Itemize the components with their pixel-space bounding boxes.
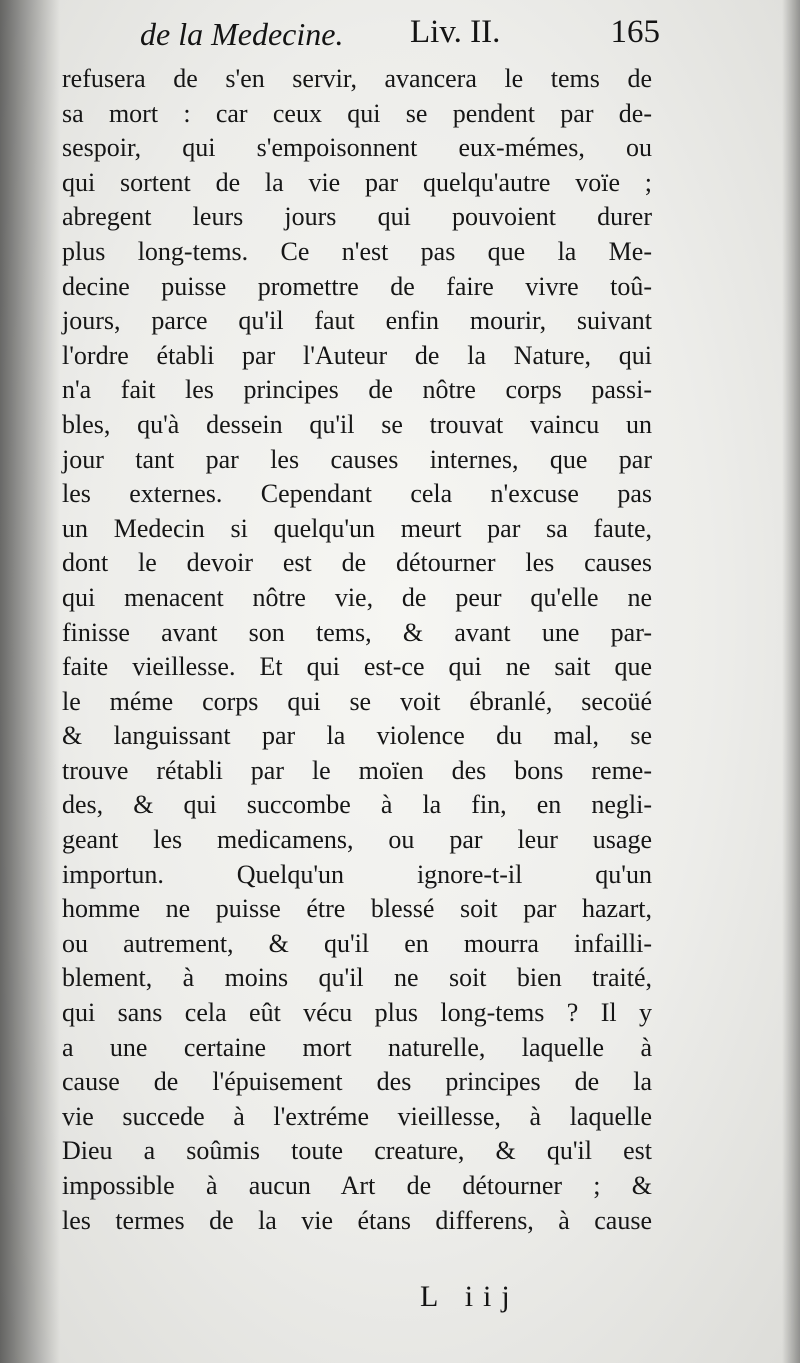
text-line: jours, parce qu'il faut enfin mourir, suivant bbox=[62, 306, 652, 336]
page-edge-shadow bbox=[782, 0, 800, 1363]
text-line: & languissant par la violence du mal, se bbox=[62, 721, 652, 751]
text-line: jour tant par les causes internes, que par bbox=[62, 444, 652, 474]
text-line: trouve rétabli par le moïen des bons reme- bbox=[62, 755, 652, 785]
text-line: vie succede à l'extréme vieillesse, à laquelle bbox=[62, 1101, 652, 1131]
text-line: finisse avant son tems, & avant une par- bbox=[62, 617, 652, 647]
text-line: dont le devoir est de détourner les causes bbox=[62, 548, 652, 578]
text-line: des, & qui succombe à la fin, en negli- bbox=[62, 790, 652, 820]
binding-shadow bbox=[0, 0, 60, 1363]
text-line: a une certaine mort naturelle, laquelle à bbox=[62, 1032, 652, 1062]
page-header bbox=[140, 14, 660, 64]
text-line: abregent leurs jours qui pouvoient durer bbox=[62, 202, 652, 232]
text-line: refusera de s'en servir, avancera le tems de bbox=[62, 64, 652, 93]
text-line: impossible à aucun Art de détourner ; & bbox=[62, 1171, 652, 1200]
text-line: ou autrement, & qu'il en mourra infailli- bbox=[62, 928, 652, 958]
text-line: n'a fait les principes de nôtre corps passi- bbox=[62, 375, 652, 405]
text-line: cause de l'épuisement des principes de la bbox=[62, 1067, 652, 1097]
signature-mark: L iij bbox=[420, 1280, 520, 1313]
text-line: un Medecin si quelqu'un meurt par sa faute, bbox=[62, 513, 652, 543]
text-line: Dieu a soûmis toute creature, & qu'il est bbox=[62, 1136, 652, 1166]
text-line: le méme corps qui se voit ébranlé, secoüé bbox=[62, 686, 652, 716]
text-line: les externes. Cependant cela n'excuse pas bbox=[62, 479, 652, 509]
text-line: bles, qu'à dessein qu'il se trouvat vaincu un bbox=[62, 409, 652, 439]
text-line: les termes de la vie étans differens, à cause bbox=[62, 1205, 652, 1235]
text-line: faite vieillesse. Et qui est-ce qui ne sait que bbox=[62, 652, 652, 682]
text-line: blement, à moins qu'il ne soit bien traité, bbox=[62, 963, 652, 993]
running-title: de la Medecine. bbox=[140, 16, 344, 52]
text-line: sespoir, qui s'empoisonnent eux-mémes, ou bbox=[62, 133, 652, 163]
text-line: sa mort : car ceux qui se pendent par de- bbox=[62, 98, 652, 128]
page-number: 165 bbox=[610, 14, 660, 50]
text-line: decine puisse promettre de faire vivre toû- bbox=[62, 271, 652, 301]
text-line: importun. Quelqu'un ignore-t-il qu'un bbox=[62, 859, 652, 889]
text-line: qui sortent de la vie par quelqu'autre voïe ; bbox=[62, 167, 652, 197]
book-reference: Liv. II. bbox=[410, 14, 501, 50]
text-line: qui sans cela eût vécu plus long-tems ? Il y bbox=[62, 998, 652, 1028]
text-line: l'ordre établi par l'Auteur de la Nature, qui bbox=[62, 340, 652, 370]
body-text bbox=[62, 62, 652, 1238]
text-line: qui menacent nôtre vie, de peur qu'elle ne bbox=[62, 582, 652, 612]
text-line: geant les medicamens, ou par leur usage bbox=[62, 825, 652, 855]
text-line: plus long-tems. Ce n'est pas que la Me- bbox=[62, 236, 652, 266]
text-line: homme ne puisse étre blessé soit par hazart, bbox=[62, 894, 652, 924]
